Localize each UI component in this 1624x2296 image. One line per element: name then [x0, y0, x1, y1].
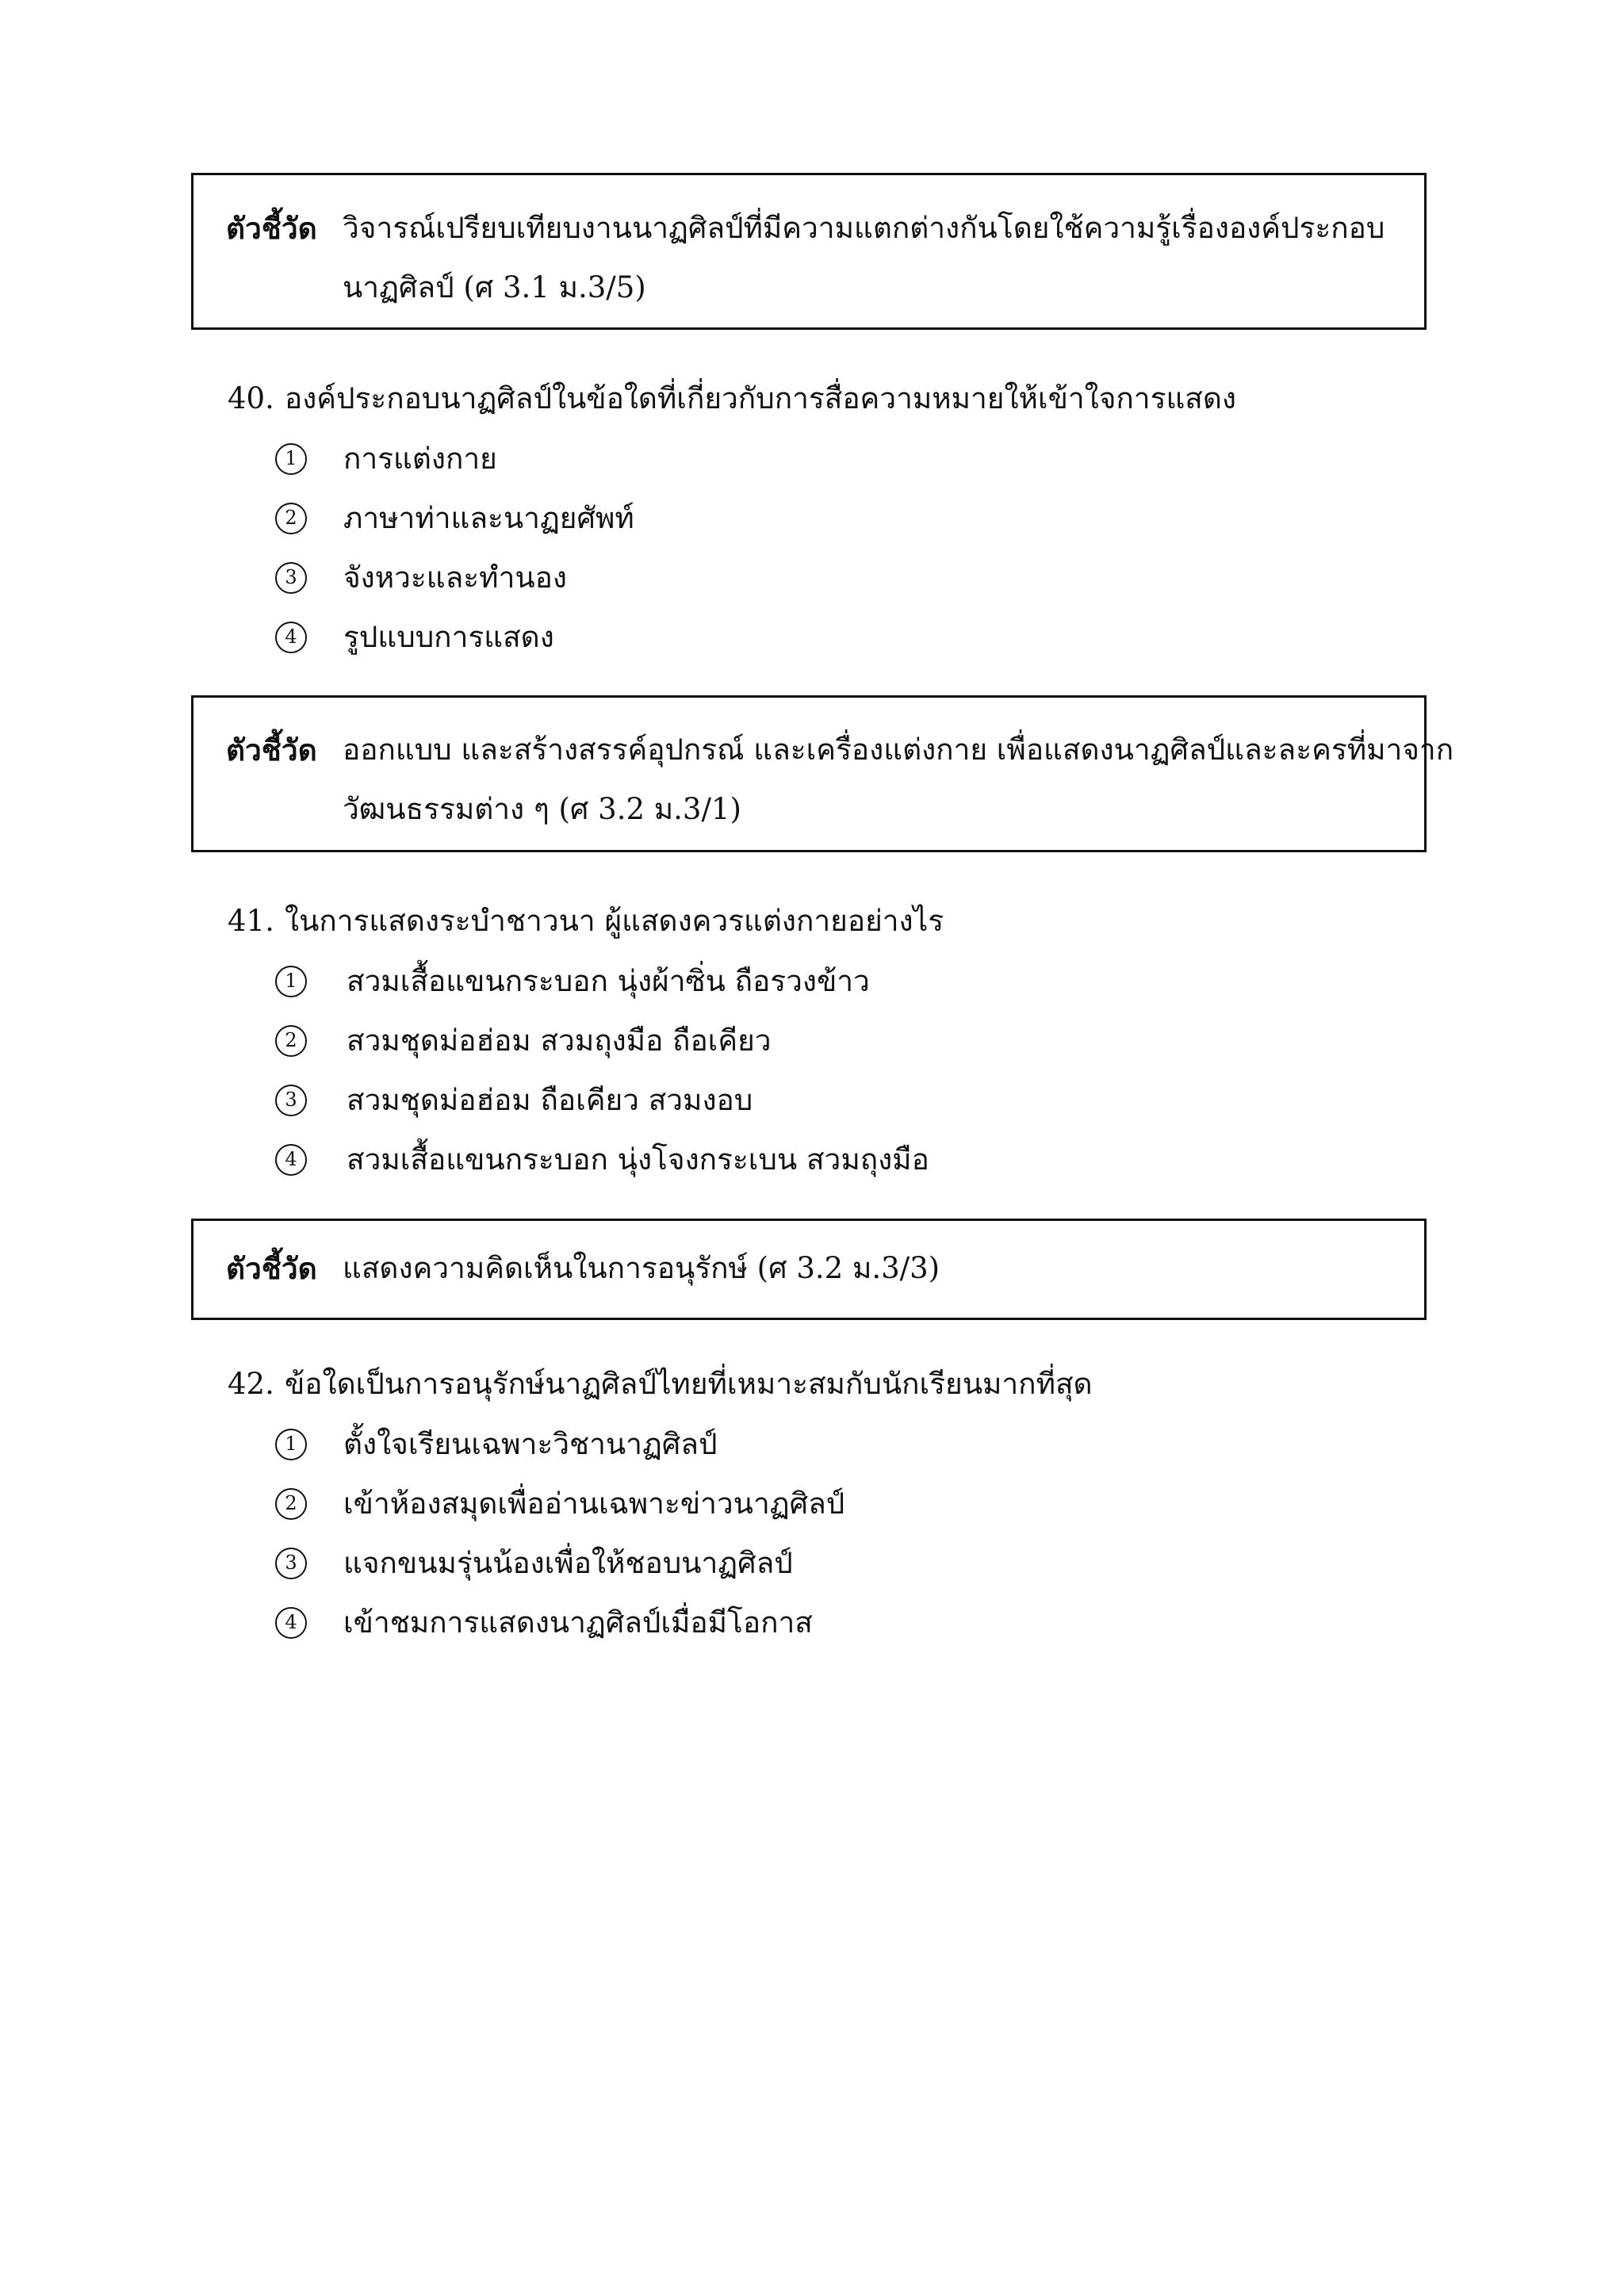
choice-2[interactable]: [275, 1474, 1465, 1533]
choice-number-circle: 3: [275, 1548, 307, 1579]
question-stem: [228, 891, 1465, 951]
choice-number-circle: 2: [275, 503, 307, 534]
choice-number-circle: 1: [275, 1429, 307, 1460]
choice-text: ภาษาท่าและนาฏยศัพท์: [343, 501, 634, 535]
indicator-text-2-line-2: วัฒนธรรมต่าง ๆ (ศ 3.2 ม.3/1): [343, 792, 741, 826]
choice-text: สวมชุดม่อฮ่อม ถือเคียว สวมงอบ: [347, 1083, 753, 1117]
choice-1[interactable]: [275, 1414, 1465, 1474]
choice-1[interactable]: [275, 951, 1465, 1011]
question-41: [228, 891, 1465, 1189]
choice-number-circle: 3: [275, 562, 307, 594]
indicator-text-2-line-1: ออกแบบ และสร้างสรรค์อุปกรณ์ และเครื่องแต่งกาย เพื่อแสดงนาฏศิลป์และละครที่มาจาก: [343, 733, 1454, 767]
question-number: 42.: [228, 1367, 274, 1401]
question-text: ข้อใดเป็นการอนุรักษ์นาฏศิลป์ไทยที่เหมาะสมกับนักเรียนมากที่สุด: [285, 1367, 1093, 1401]
question-text: ในการแสดงระบำชาวนา ผู้แสดงควรแต่งกายอย่างไร: [285, 904, 944, 938]
choice-text: แจกขนมรุ่นน้องเพื่อให้ชอบนาฏศิลป์: [343, 1546, 793, 1580]
choice-4[interactable]: [275, 1593, 1465, 1652]
choice-list: [275, 1414, 1465, 1652]
choice-text: ตั้งใจเรียนเฉพาะวิชานาฏศิลป์: [343, 1427, 718, 1461]
choice-text: การแต่งกาย: [343, 442, 497, 476]
choice-number-circle: 4: [275, 622, 307, 653]
choice-number-circle: 1: [275, 443, 307, 475]
question-stem: [228, 1354, 1465, 1414]
question-40: [228, 369, 1465, 667]
choice-text: สวมเสื้อแขนกระบอก นุ่งโจงกระเบน สวมถุงมือ: [347, 1142, 929, 1177]
question-text: องค์ประกอบนาฏศิลป์ในข้อใดที่เกี่ยวกับการสื่อความหมายให้เข้าใจการแสดง: [285, 381, 1236, 415]
choice-list: [275, 429, 1465, 667]
question-number: 40.: [228, 381, 274, 415]
choice-text: เข้าชมการแสดงนาฏศิลป์เมื่อมีโอกาส: [343, 1605, 813, 1640]
choice-3[interactable]: [275, 548, 1465, 607]
choice-text: จังหวะและทำนอง: [343, 561, 567, 595]
choice-number-circle: 2: [275, 1025, 307, 1057]
choice-4[interactable]: [275, 607, 1465, 667]
choice-number-circle: 4: [275, 1144, 307, 1176]
choice-number-circle: 4: [275, 1607, 307, 1639]
question-42: [228, 1354, 1465, 1652]
choice-text: เข้าห้องสมุดเพื่ออ่านเฉพาะข่าวนาฏศิลป์: [343, 1487, 845, 1521]
choice-3[interactable]: [275, 1070, 1465, 1130]
choice-number-circle: 1: [275, 966, 307, 997]
choice-2[interactable]: [275, 1011, 1465, 1070]
choice-1[interactable]: [275, 429, 1465, 488]
indicator-label-2: ตัวชี้วัด: [226, 733, 317, 767]
choice-number-circle: 3: [275, 1085, 307, 1116]
choice-text: รูปแบบการแสดง: [343, 620, 554, 654]
indicator-text-1-line-2: นาฏศิลป์ (ศ 3.1 ม.3/5): [343, 270, 646, 304]
choice-text: สวมชุดม่อฮ่อม สวมถุงมือ ถือเคียว: [347, 1024, 772, 1058]
choice-2[interactable]: [275, 488, 1465, 548]
choice-text: สวมเสื้อแขนกระบอก นุ่งผ้าซิ่น ถือรวงข้าว: [347, 964, 870, 998]
indicator-text-1-line-1: วิจารณ์เปรียบเทียบงานนาฏศิลป์ที่มีความแตกต่างกันโดยใช้ความรู้เรื่ององค์ประกอบ: [343, 211, 1385, 245]
question-number: 41.: [228, 904, 274, 938]
indicator-label-1: ตัวชี้วัด: [226, 211, 317, 246]
indicator-text-3-line-1: แสดงความคิดเห็นในการอนุรักษ์ (ศ 3.2 ม.3/3): [343, 1251, 940, 1285]
choice-4[interactable]: [275, 1130, 1465, 1189]
choice-list: [275, 951, 1465, 1189]
question-stem: [228, 369, 1465, 429]
choice-3[interactable]: [275, 1533, 1465, 1593]
indicator-label-3: ตัวชี้วัด: [226, 1251, 317, 1286]
choice-number-circle: 2: [275, 1488, 307, 1520]
